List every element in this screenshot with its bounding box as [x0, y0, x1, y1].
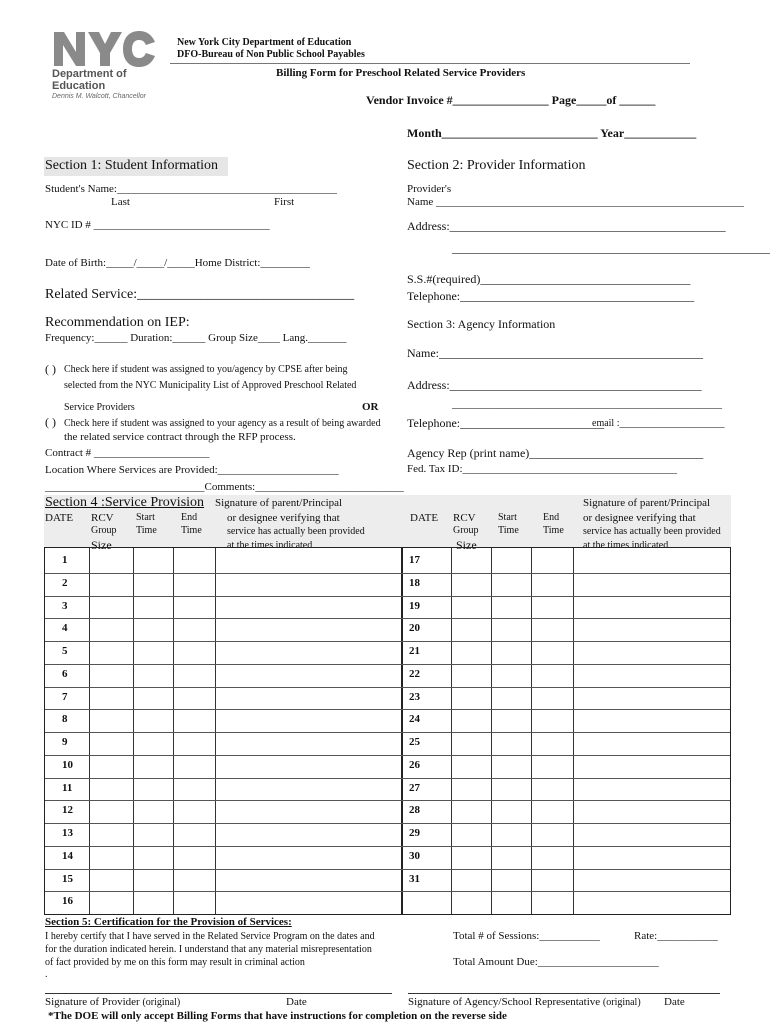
agency-signature-line[interactable] — [408, 993, 720, 994]
or-label: OR — [362, 401, 379, 413]
row-number-right: 20 — [409, 622, 420, 635]
frequency-field[interactable]: Frequency:______ Duration:______ Group Size____ Lang._______ — [45, 332, 347, 344]
table-row[interactable] — [45, 664, 730, 687]
section2-title: Section 2: Provider Information — [407, 158, 586, 173]
agency-telephone-field[interactable]: Telephone:________________________ — [407, 416, 605, 430]
rfp-text-a: Check here if student was assigned to your agency as a result of being awarded — [64, 418, 381, 429]
agency-address2-field[interactable]: ______________________________________________________ — [452, 399, 722, 410]
col-start-left: Start — [136, 512, 155, 523]
row-number-right: 18 — [409, 576, 420, 589]
sig-provider-original: (original) — [142, 997, 181, 1008]
recommendation-label: Recommendation on IEP: — [45, 315, 190, 330]
sig-line2-right: service has actually been provided — [583, 526, 721, 537]
provider-signature-label — [45, 996, 180, 1008]
row-number-left: 6 — [62, 667, 68, 680]
row-number-left: 5 — [62, 645, 68, 657]
row-number-right: 30 — [409, 849, 420, 862]
row-number-right: 31 — [409, 872, 420, 885]
cpse-text-a: Check here if student was assigned to you/agency by CPSE after being — [64, 364, 348, 375]
col-start-time-right: Time — [498, 525, 519, 536]
row-number-right: 21 — [409, 645, 420, 657]
col-date-left: DATE — [45, 512, 74, 524]
ss-field[interactable]: S.S.#(required)___________________________________ — [407, 272, 691, 286]
row-number-right: 23 — [409, 690, 420, 703]
table-row[interactable] — [45, 823, 730, 846]
table-row[interactable] — [45, 846, 730, 869]
provider-name-field[interactable]: Name ________________________________________________________ — [407, 196, 745, 208]
row-number-left: 9 — [62, 736, 68, 748]
nyc-id-field[interactable]: NYC ID # ________________________________ — [45, 219, 270, 231]
providers-label: Provider's — [407, 183, 452, 195]
agency-date-label: Date — [664, 996, 685, 1008]
sig-provider-text: Signature of Provider — [45, 996, 140, 1008]
row-number-left: 14 — [62, 849, 73, 862]
service-provision-table[interactable] — [44, 547, 731, 915]
sig-agency-original: (original) — [602, 997, 641, 1008]
sig-line3-left: at the times indicated — [227, 540, 313, 551]
row-number-left: 15 — [62, 872, 73, 885]
row-number-left: 8 — [62, 713, 68, 726]
section4-title: Section 4 :Service Provision — [45, 495, 205, 510]
row-number-left: 2 — [62, 576, 68, 589]
agency-email-field[interactable]: email :_____________________ — [592, 418, 725, 429]
total-amount-field[interactable]: Total Amount Due:______________________ — [453, 956, 659, 968]
row-number-left: 11 — [62, 781, 73, 794]
table-row[interactable] — [45, 709, 730, 732]
table-row[interactable] — [45, 641, 730, 664]
sig-line1-left: or designee verifying that — [227, 512, 340, 524]
rate-field[interactable]: Rate:___________ — [634, 930, 718, 942]
table-row[interactable] — [45, 687, 730, 710]
cpse-checkbox[interactable]: ( ) — [45, 362, 56, 376]
row-number-right: 28 — [409, 804, 420, 817]
rfp-text-b: the related service contract through the RFP process. — [64, 431, 296, 443]
org-line2: DFO-Bureau of Non Public School Payables — [177, 49, 365, 60]
sig-head-right: Signature of parent/Principal — [583, 497, 711, 509]
provider-address-field[interactable]: Address:______________________________________________ — [407, 219, 726, 233]
cert-text1: I hereby certify that I have served in the Related Service Program on the dates and — [45, 931, 375, 942]
related-service-field[interactable]: Related Service:_______________________________ — [45, 287, 355, 302]
logo-dept2: Education — [52, 80, 106, 92]
row-number-left: 3 — [62, 599, 68, 612]
header-rule — [170, 63, 690, 64]
students-name-field[interactable]: Student's Name:________________________________________ — [45, 183, 337, 195]
footer-note: *The DOE will only accept Billing Forms that have instructions for completion on the reverse side — [48, 1010, 507, 1022]
section3-title: Section 3: Agency Information — [407, 317, 556, 331]
col-date-right: DATE — [410, 512, 439, 524]
table-row[interactable] — [45, 755, 730, 778]
vendor-invoice-field[interactable]: Vendor Invoice #________________ Page_____of ______ — [366, 93, 656, 107]
cert-text3: of fact provided by me on this form may result in criminal action — [45, 957, 305, 968]
row-number-left: 7 — [62, 690, 68, 703]
table-row[interactable] — [45, 869, 730, 892]
provider-telephone-field[interactable]: Telephone:_______________________________________ — [407, 289, 695, 303]
logo-chancellor: Dennis M. Walcott, Chancellor — [52, 93, 147, 100]
row-number-right: 17 — [409, 554, 420, 566]
sig-agency-text: Signature of Agency/School Representative — [408, 996, 601, 1008]
total-sessions-field[interactable]: Total # of Sessions:___________ — [453, 930, 600, 942]
fed-tax-id-field[interactable]: Fed. Tax ID:_______________________________________ — [407, 463, 678, 475]
table-row[interactable] — [45, 891, 730, 914]
location-field[interactable]: Location Where Services are Provided:______________________ — [45, 464, 339, 476]
row-number-left: 10 — [62, 758, 73, 771]
col-start-time-left: Time — [136, 525, 157, 536]
sig-line2-left: service has actually been provided — [227, 526, 365, 537]
col-end-left: End — [181, 512, 198, 523]
row-number-left: 1 — [62, 554, 68, 566]
col-rcv-right: RCV — [453, 512, 476, 524]
table-row[interactable] — [45, 618, 730, 641]
row-number-right: 24 — [409, 713, 420, 726]
section5-title: Section 5: Certification for the Provision of Services: — [45, 916, 292, 928]
col-size-left: Size — [91, 538, 112, 552]
table-row[interactable] — [45, 778, 730, 801]
row-number-right: 22 — [409, 667, 420, 680]
rfp-checkbox[interactable]: ( ) — [45, 415, 56, 429]
col-rcv-left: RCV — [91, 512, 114, 524]
row-number-left: 4 — [62, 622, 68, 635]
col-start-right: Start — [498, 512, 517, 523]
first-label: First — [274, 196, 295, 208]
month-year-field[interactable]: Month__________________________ Year____________ — [407, 126, 697, 140]
last-label: Last — [111, 196, 130, 208]
sig-line1-right: or designee verifying that — [583, 512, 696, 524]
col-group-right: Group — [453, 525, 479, 536]
row-number-left: 13 — [62, 827, 73, 839]
agency-address-field[interactable]: Address:__________________________________________ — [407, 378, 702, 392]
table-row[interactable] — [45, 732, 730, 755]
form-title: Billing Form for Preschool Related Service Providers — [276, 67, 526, 79]
row-number-left: 12 — [62, 804, 73, 817]
nyc-logo-icon — [52, 26, 162, 70]
logo-dept1: Department of — [52, 68, 127, 80]
provider-signature-line[interactable] — [45, 993, 392, 994]
table-row[interactable] — [45, 596, 730, 619]
agency-signature-label — [408, 996, 641, 1008]
cert-dot: . — [45, 969, 48, 980]
table-row[interactable] — [45, 573, 730, 596]
sig-head-left: Signature of parent/Principal — [215, 497, 343, 509]
col-end-right: End — [543, 512, 560, 523]
row-number-right: 19 — [409, 599, 420, 612]
contract-field[interactable]: Contract # _____________________ — [45, 447, 210, 459]
row-number-right: 29 — [409, 827, 420, 839]
col-end-time-right: Time — [543, 525, 564, 536]
cpse-text-c: Service Providers — [64, 402, 135, 413]
dob-district-field[interactable]: Date of Birth:_____/_____/_____Home District:_________ — [45, 257, 310, 269]
table-row[interactable] — [45, 800, 730, 823]
col-end-time-left: Time — [181, 525, 202, 536]
col-size-right: Size — [456, 538, 477, 552]
comments-field[interactable]: _____________________________Comments:___________________________ — [45, 481, 404, 493]
section1-title: Section 1: Student Information — [45, 158, 219, 173]
agency-name-field[interactable]: Name:____________________________________________ — [407, 346, 703, 360]
provider-address2-field[interactable]: _____________________________________________________ — [452, 241, 770, 255]
table-row[interactable] — [45, 550, 730, 573]
nyc-doe-logo — [52, 26, 162, 98]
provider-date-label: Date — [286, 996, 307, 1008]
agency-rep-field[interactable]: Agency Rep (print name)_____________________________ — [407, 446, 704, 460]
row-number-left: 16 — [62, 895, 73, 908]
cpse-text-b: selected from the NYC Municipality List of Approved Preschool Related — [64, 380, 357, 391]
sig-line3-right: at the times indicated — [583, 540, 669, 551]
org-line1: New York City Department of Education — [177, 37, 352, 48]
cert-text2: for the duration indicated herein. I understand that any material misrepresentation — [45, 944, 372, 955]
row-number-right: 27 — [409, 781, 420, 794]
row-number-right: 25 — [409, 736, 420, 748]
row-number-right: 26 — [409, 758, 420, 771]
col-group-left: Group — [91, 525, 117, 536]
